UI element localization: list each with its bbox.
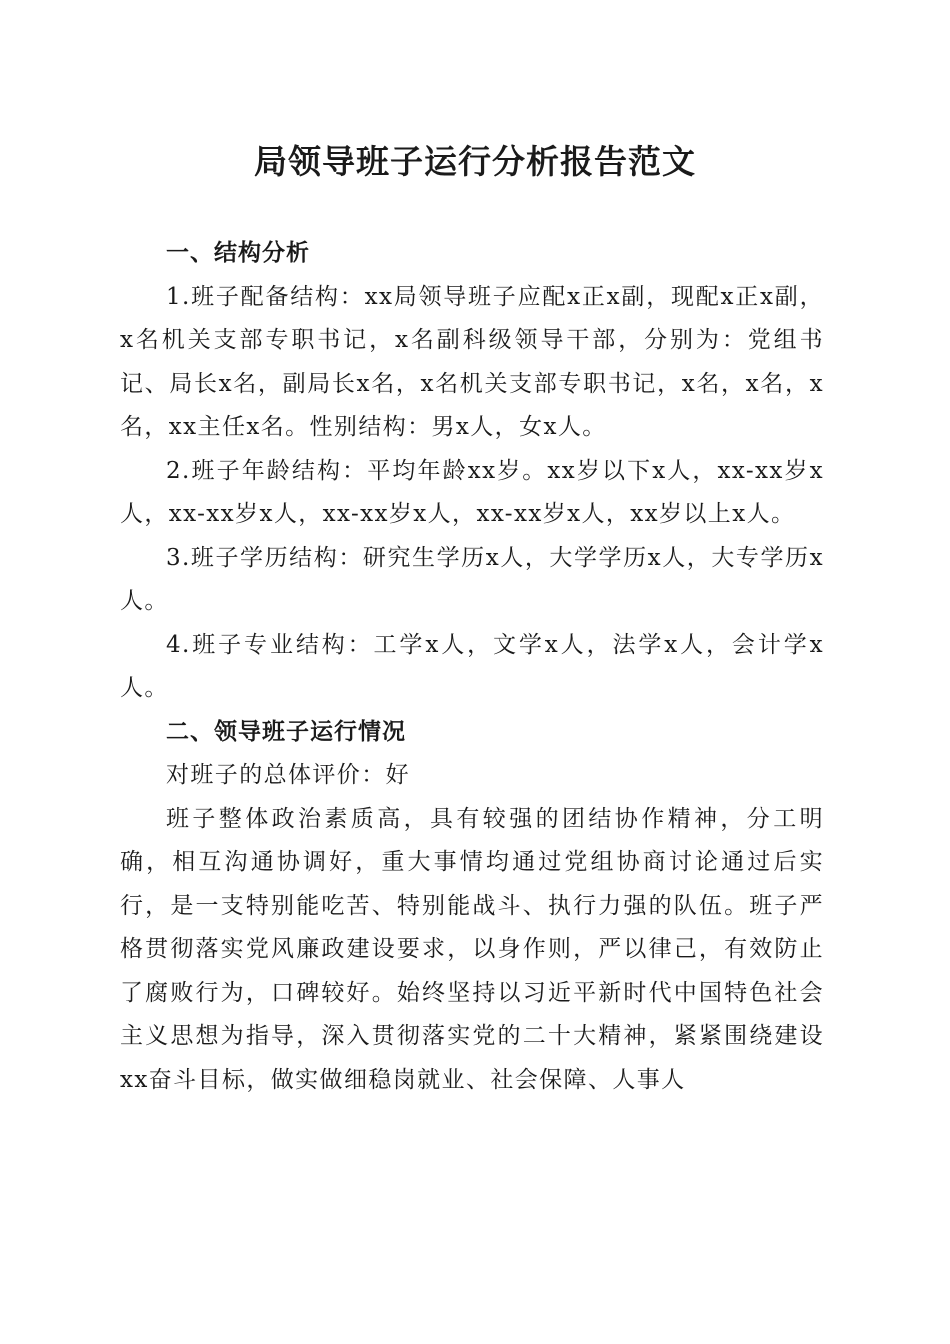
paragraph-team-description: 班子整体政治素质高，具有较强的团结协作精神，分工明确，相互沟通协调好，重大事情均通过党组协商讨论通过后实行，是一支特别能吃苦、特别能战斗、执行力强的队伍。班子严格贯彻落实党风廉政建设要求，以身作则，严以律己，有效防止了腐败行为，口碑较好。始终坚持以习近平新时代中国特色社会主义思想为指导，深入贯彻落实党的二十大精神，紧紧围绕建设xx奋斗目标，做实做细稳岗就业、社会保障、人事人 — [120, 805, 824, 1093]
paragraph-staffing-structure: 1.班子配备结构：xx局领导班子应配x正x副，现配x正x副，x名机关支部专职书记，x名副科级领导干部，分别为：党组书记、局长x名，副局长x名，x名机关支部专职书记，x名，x名，x名，xx主任x名。性别结构：男x人，女x人。 — [120, 283, 824, 440]
document-title: 局领导班子运行分析报告范文 — [254, 142, 696, 181]
paragraph-education-structure: 3.班子学历结构：研究生学历x人，大学学历x人，大专学历x人。 — [120, 544, 824, 614]
document-body — [120, 232, 824, 1102]
paragraph-age-structure: 2.班子年龄结构：平均年龄xx岁。xx岁以下x人，xx-xx岁x人，xx-xx岁x人，xx-xx岁x人，xx-xx岁x人，xx岁以上x人。 — [120, 457, 824, 527]
section-heading-operation: 二、领导班子运行情况 — [166, 718, 406, 745]
section-heading-structure: 一、结构分析 — [166, 240, 310, 266]
paragraph-major-structure: 4.班子专业结构：工学x人，文学x人，法学x人，会计学x人。 — [120, 631, 824, 701]
paragraph-overall-evaluation: 对班子的总体评价：好 — [166, 762, 410, 788]
